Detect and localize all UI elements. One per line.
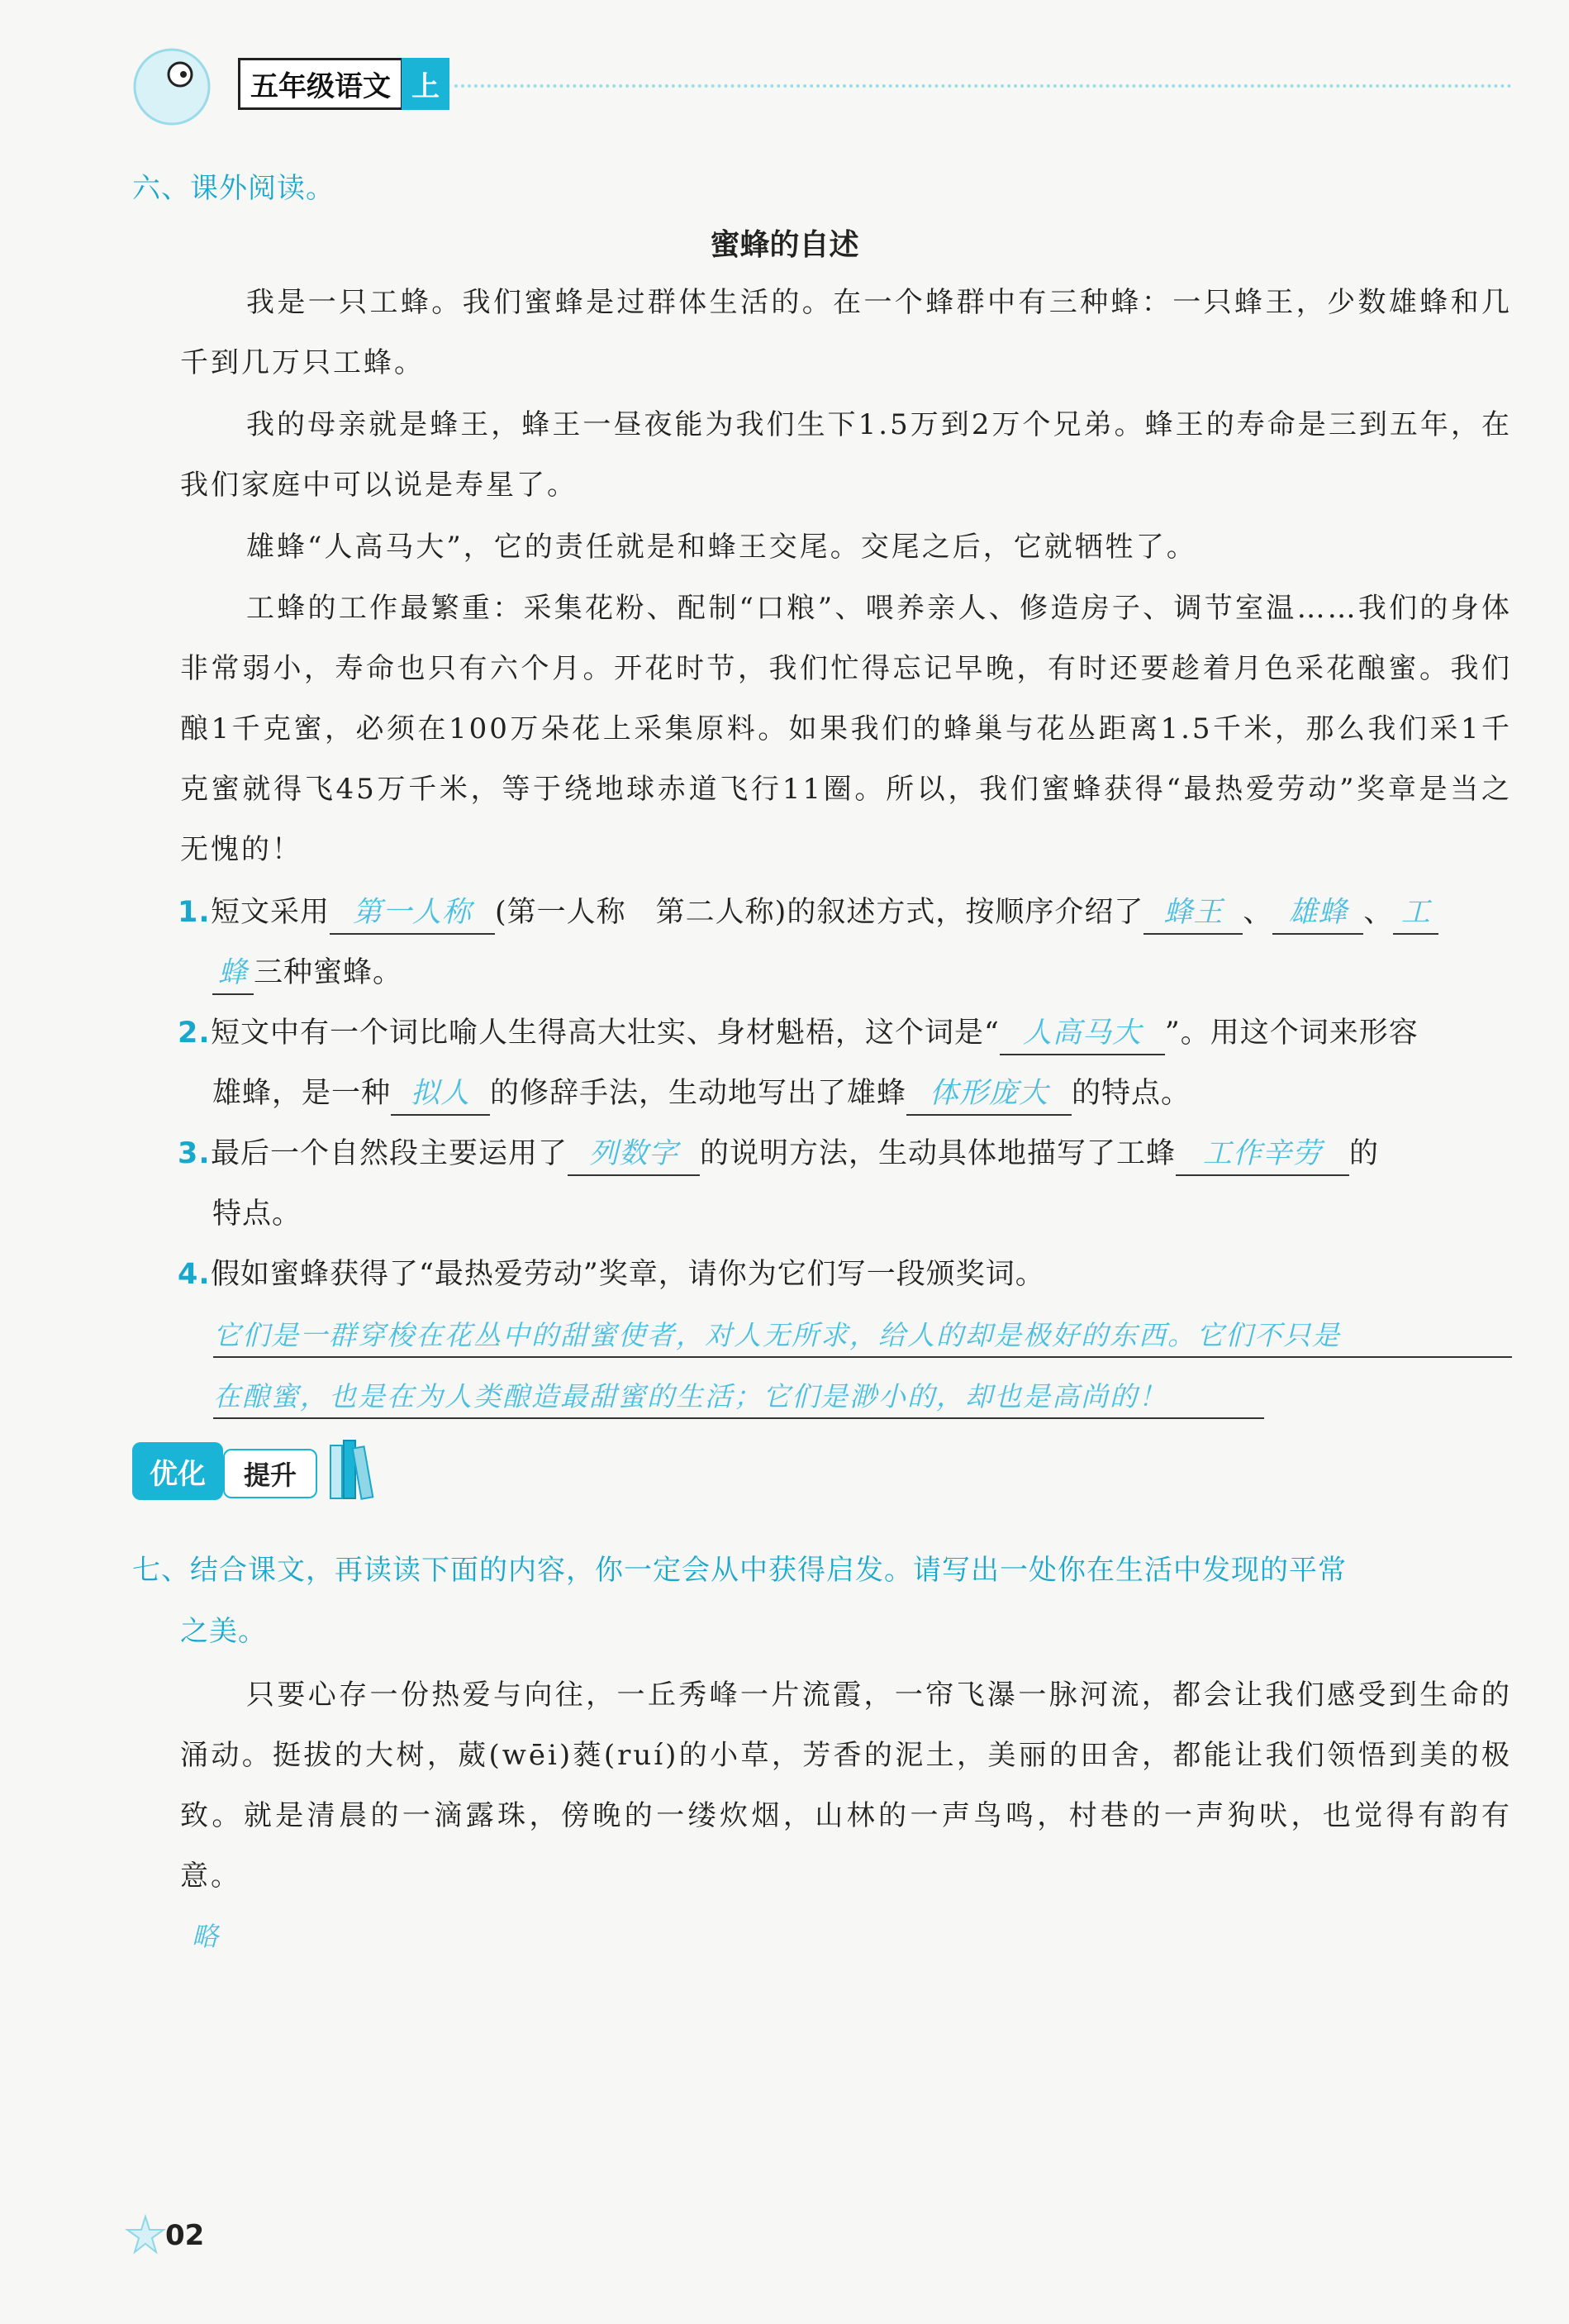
q1-answer-4b[interactable]: 蜂 (212, 952, 254, 995)
article-paragraph-4: 工蜂的工作最繁重：采集花粉、配制“口粮”、喂养亲人、修造房子、调节室温……我们的身体非常弱小，寿命也只有六个月。开花时节，我们忙得忘记早晚，有时还要趁着月色采花酿蜜。我们酿1千克蜜，必须在100万朵花上采集原料。如果我们的蜂巢与花丛距离1.5千米，那么我们采1千克蜜就得飞45万千米，等于绕地球赤道飞行11圈。所以，我们蜜蜂获得“最热爱劳动”奖章是当之无愧的！ (180, 592, 1512, 866)
q2-text-3: 雄蜂，是一种 (212, 1077, 392, 1110)
q1-text-2: (第一人称 第二人称)的叙述方式，按顺序介绍了 (495, 896, 1144, 929)
section6-title: 六、课外阅读。 (132, 172, 335, 205)
q3-answer-2[interactable]: 工作辛劳 (1176, 1133, 1349, 1176)
q2-text-5: 的特点。 (1072, 1077, 1191, 1110)
q2-answer-1[interactable]: 人高马大 (1000, 1012, 1165, 1055)
q3-text-2: 的说明方法，生动具体地描写了工蜂 (700, 1137, 1177, 1170)
optimize-badge (132, 1442, 380, 1525)
improve-label: 提升 (223, 1449, 317, 1498)
page-number: 02 (165, 2219, 205, 2252)
grade-badge (238, 60, 449, 107)
grade-label: 五年级语文 (238, 58, 403, 110)
page-header (124, 41, 1512, 132)
question-1-number: 1. (178, 896, 211, 929)
article-title: 蜜蜂的自述 (710, 228, 859, 262)
section7-title-line-1: 七、结合课文，再读读下面的内容，你一定会从中获得启发。请写出一处你在生活中发现的平常 (132, 1554, 1347, 1587)
q2-answer-3[interactable]: 体形庞大 (906, 1073, 1072, 1116)
q1-separator-2: 、 (1363, 896, 1394, 929)
question-2 (178, 1003, 1512, 1124)
q2-answer-2[interactable]: 拟人 (391, 1073, 490, 1116)
q1-text-3: 三种蜜蜂。 (254, 956, 403, 989)
q2-text-1: 短文中有一个词比喻人生得高大壮实、身材魁梧，这个词是“ (211, 1017, 1000, 1050)
q2-text-4: 的修辞手法，生动地写出了雄蜂 (490, 1077, 907, 1110)
q1-answer-4a[interactable]: 工 (1393, 892, 1438, 935)
question-1 (178, 883, 1512, 1003)
question-2-number: 2. (178, 1017, 211, 1050)
q1-answer-1[interactable]: 第一人称 (330, 892, 495, 935)
q3-text-1: 最后一个自然段主要运用了 (211, 1137, 568, 1170)
q4-text-1: 假如蜜蜂获得了“最热爱劳动”奖章，请你为它们写一段颁奖词。 (211, 1258, 1045, 1291)
q1-separator-1: 、 (1243, 896, 1273, 929)
question-3 (178, 1124, 1512, 1245)
q3-answer-1[interactable]: 列数字 (568, 1133, 700, 1176)
books-icon (329, 1437, 377, 1502)
article-paragraph-2: 我的母亲就是蜂王，蜂王一昼夜能为我们生下1.5万到2万个兄弟。蜂王的寿命是三到五年，在我们家庭中可以说是寿星了。 (180, 408, 1512, 502)
q3-text-4: 特点。 (212, 1198, 302, 1231)
q1-answer-2[interactable]: 蜂王 (1143, 892, 1243, 935)
question-3-number: 3. (178, 1137, 211, 1170)
q3-text-3: 的 (1349, 1137, 1380, 1170)
term-label: 上 (402, 58, 449, 110)
question-4-number: 4. (178, 1258, 211, 1291)
section7-answer[interactable]: 略 (192, 1921, 219, 1952)
article-paragraph-3: 雄蜂“人高马大”，它的责任就是和蜂王交尾。交尾之后，它就牺牲了。 (246, 531, 1197, 564)
moon-logo-icon (124, 41, 223, 132)
optimize-label: 优化 (132, 1442, 223, 1500)
section7-paragraph: 只要心存一份热爱与向往，一丘秀峰一片流霞，一帘飞瀑一脉河流，都会让我们感受到生命的涌动。挺拔的大树，葳(wēi)蕤(ruí)的小草，芳香的泥土，美丽的田舍，都能让我们领悟到美的极致。就是清晨的一滴露珠，傍晚的一缕炊烟，山林的一声鸟鸣，村巷的一声狗吠，也觉得有韵有意。 (180, 1679, 1512, 1893)
section7-title-line-2: 之美。 (180, 1615, 267, 1648)
question-4 (178, 1245, 1512, 1305)
q1-text-1: 短文采用 (211, 896, 330, 929)
header-divider (454, 84, 1512, 88)
q2-text-2: ”。用这个词来形容 (1164, 1017, 1419, 1050)
q4-answer-line-1[interactable]: 它们是一群穿梭在花丛中的甜蜜使者，对人无所求，给人的却是极好的东西。它们不只是 (213, 1314, 1512, 1358)
q1-answer-3[interactable]: 雄蜂 (1272, 892, 1363, 935)
star-decoration-icon (124, 2213, 167, 2256)
q4-answer-line-2[interactable]: 在酿蜜，也是在为人类酿造最甜蜜的生活；它们是渺小的，却也是高尚的！ (213, 1375, 1264, 1419)
article-paragraph-1: 我是一只工蜂。我们蜜蜂是过群体生活的。在一个蜂群中有三种蜂：一只蜂王，少数雄蜂和几千到几万只工蜂。 (180, 286, 1512, 379)
